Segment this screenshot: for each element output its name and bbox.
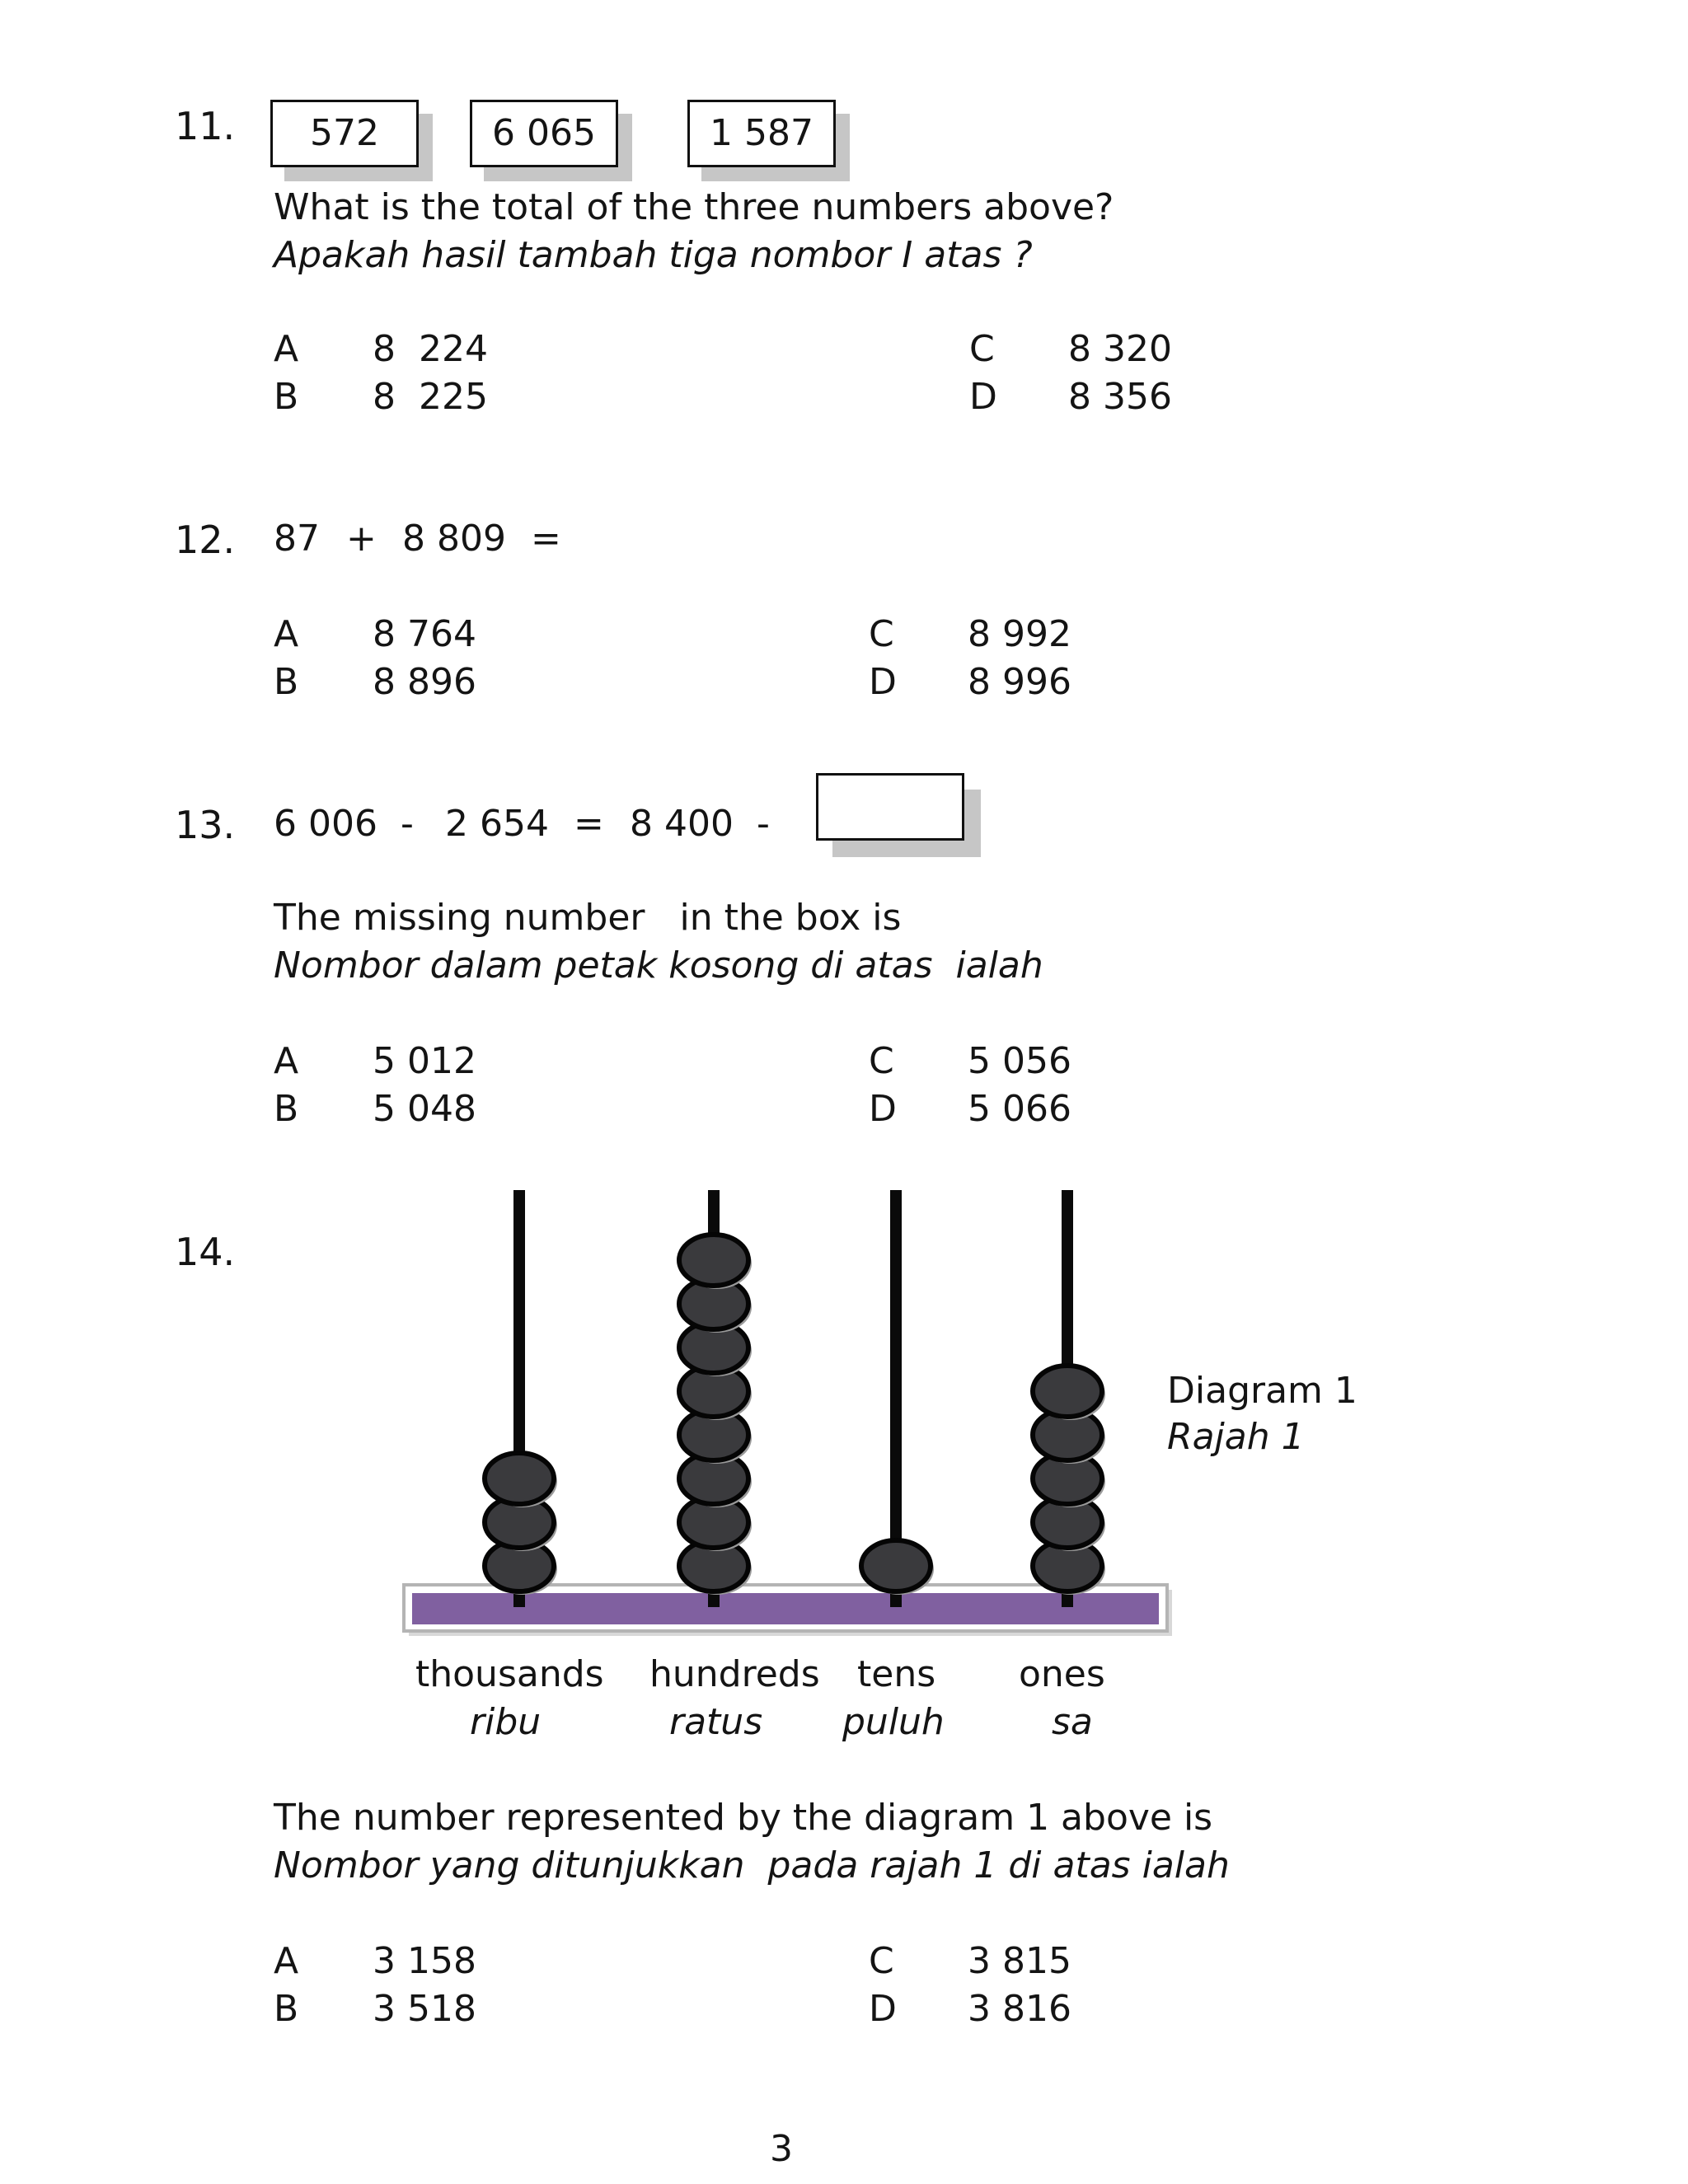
q13-option-a-value: 5 012 [373,1040,476,1082]
q11-option-b-value: 8 225 [373,376,488,418]
q13-option-d-value: 5 066 [968,1088,1071,1130]
q13-question-ms: Nombor dalam petak kosong di atas ialah [274,944,1043,987]
q14-question-en: The number represented by the diagram 1 above is [274,1797,1213,1839]
q12-equals: = [531,518,561,560]
q13-option-c-value: 5 056 [968,1040,1071,1082]
abacus-bead-thousands [485,1453,554,1504]
rod-label-ribu: ribu [470,1701,542,1743]
q11-box-1: 572 [270,100,419,167]
q13-operator-minus: - [401,803,414,845]
q14-option-c-value: 3 815 [968,1940,1071,1982]
q11-box-3: 1 587 [687,100,836,167]
q12-option-c-letter: C [869,613,894,655]
q14-option-c-letter: C [869,1940,894,1982]
q12-number: 12. [175,518,236,562]
q12-option-d-letter: D [869,661,897,703]
q12-option-c-value: 8 992 [968,613,1071,655]
q11-option-a-letter: A [274,328,299,370]
q13-question-en: The missing number in the box is [274,897,902,939]
q11-option-d-value: 8 356 [1068,376,1172,418]
q11-box-2: 6 065 [470,100,618,167]
page-number: 3 [770,2128,793,2170]
q12-option-b-value: 8 896 [373,661,476,703]
diagram-title-en: Diagram 1 [1167,1370,1357,1412]
q14-question-ms: Nombor yang ditunjukkan pada rajah 1 di atas ialah [274,1844,1230,1886]
q13-option-b-value: 5 048 [373,1088,476,1130]
abacus-bead-tens [861,1540,931,1591]
q11-question-ms: Apakah hasil tambah tiga nombor I atas ? [274,234,1033,276]
q11-question-en: What is the total of the three numbers above? [274,186,1114,228]
q12-option-a-letter: A [274,613,299,655]
q13-operator-minus-2: - [757,803,770,845]
q14-option-b-letter: B [274,1988,299,2030]
q13-number: 13. [175,803,236,847]
q14-number: 14. [175,1230,236,1274]
q12-operand-1: 87 [274,518,320,560]
q12-option-b-letter: B [274,661,299,703]
q12-operand-2: 8 809 [402,518,506,560]
q11-option-a-value: 8 224 [373,328,488,370]
q11-option-d-letter: D [969,376,997,418]
q13-option-b-letter: B [274,1088,299,1130]
rod-label-puluh: puluh [842,1701,945,1743]
q12-option-d-value: 8 996 [968,661,1071,703]
diagram-title-ms: Rajah 1 [1167,1416,1305,1458]
q13-option-c-letter: C [869,1040,894,1082]
rod-label-ones: ones [1019,1653,1105,1695]
q11-number: 11. [175,104,236,148]
q12-operator-plus: + [346,518,377,560]
q12-option-a-value: 8 764 [373,613,476,655]
q13-operand-1: 6 006 [274,803,377,845]
abacus-bead-ones [1033,1366,1102,1417]
rod-label-ratus: ratus [669,1701,763,1743]
q13-option-d-letter: D [869,1088,897,1130]
rod-label-hundreds: hundreds [649,1653,820,1695]
q13-option-a-letter: A [274,1040,299,1082]
q11-option-b-letter: B [274,376,299,418]
q14-option-d-letter: D [869,1988,897,2030]
q14-option-a-letter: A [274,1940,299,1982]
q11-option-c-value: 8 320 [1068,328,1172,370]
q13-operand-2: 2 654 [445,803,549,845]
abacus-bead-hundreds [679,1235,748,1286]
rod-label-tens: tens [857,1653,936,1695]
q14-option-d-value: 3 816 [968,1988,1071,2030]
rod-label-thousands: thousands [415,1653,604,1695]
q11-option-c-letter: C [969,328,995,370]
q14-option-b-value: 3 518 [373,1988,476,2030]
q13-operand-3: 8 400 [630,803,734,845]
rod-label-sa: sa [1052,1701,1093,1743]
q13-equals: = [574,803,604,845]
q14-option-a-value: 3 158 [373,1940,476,1982]
